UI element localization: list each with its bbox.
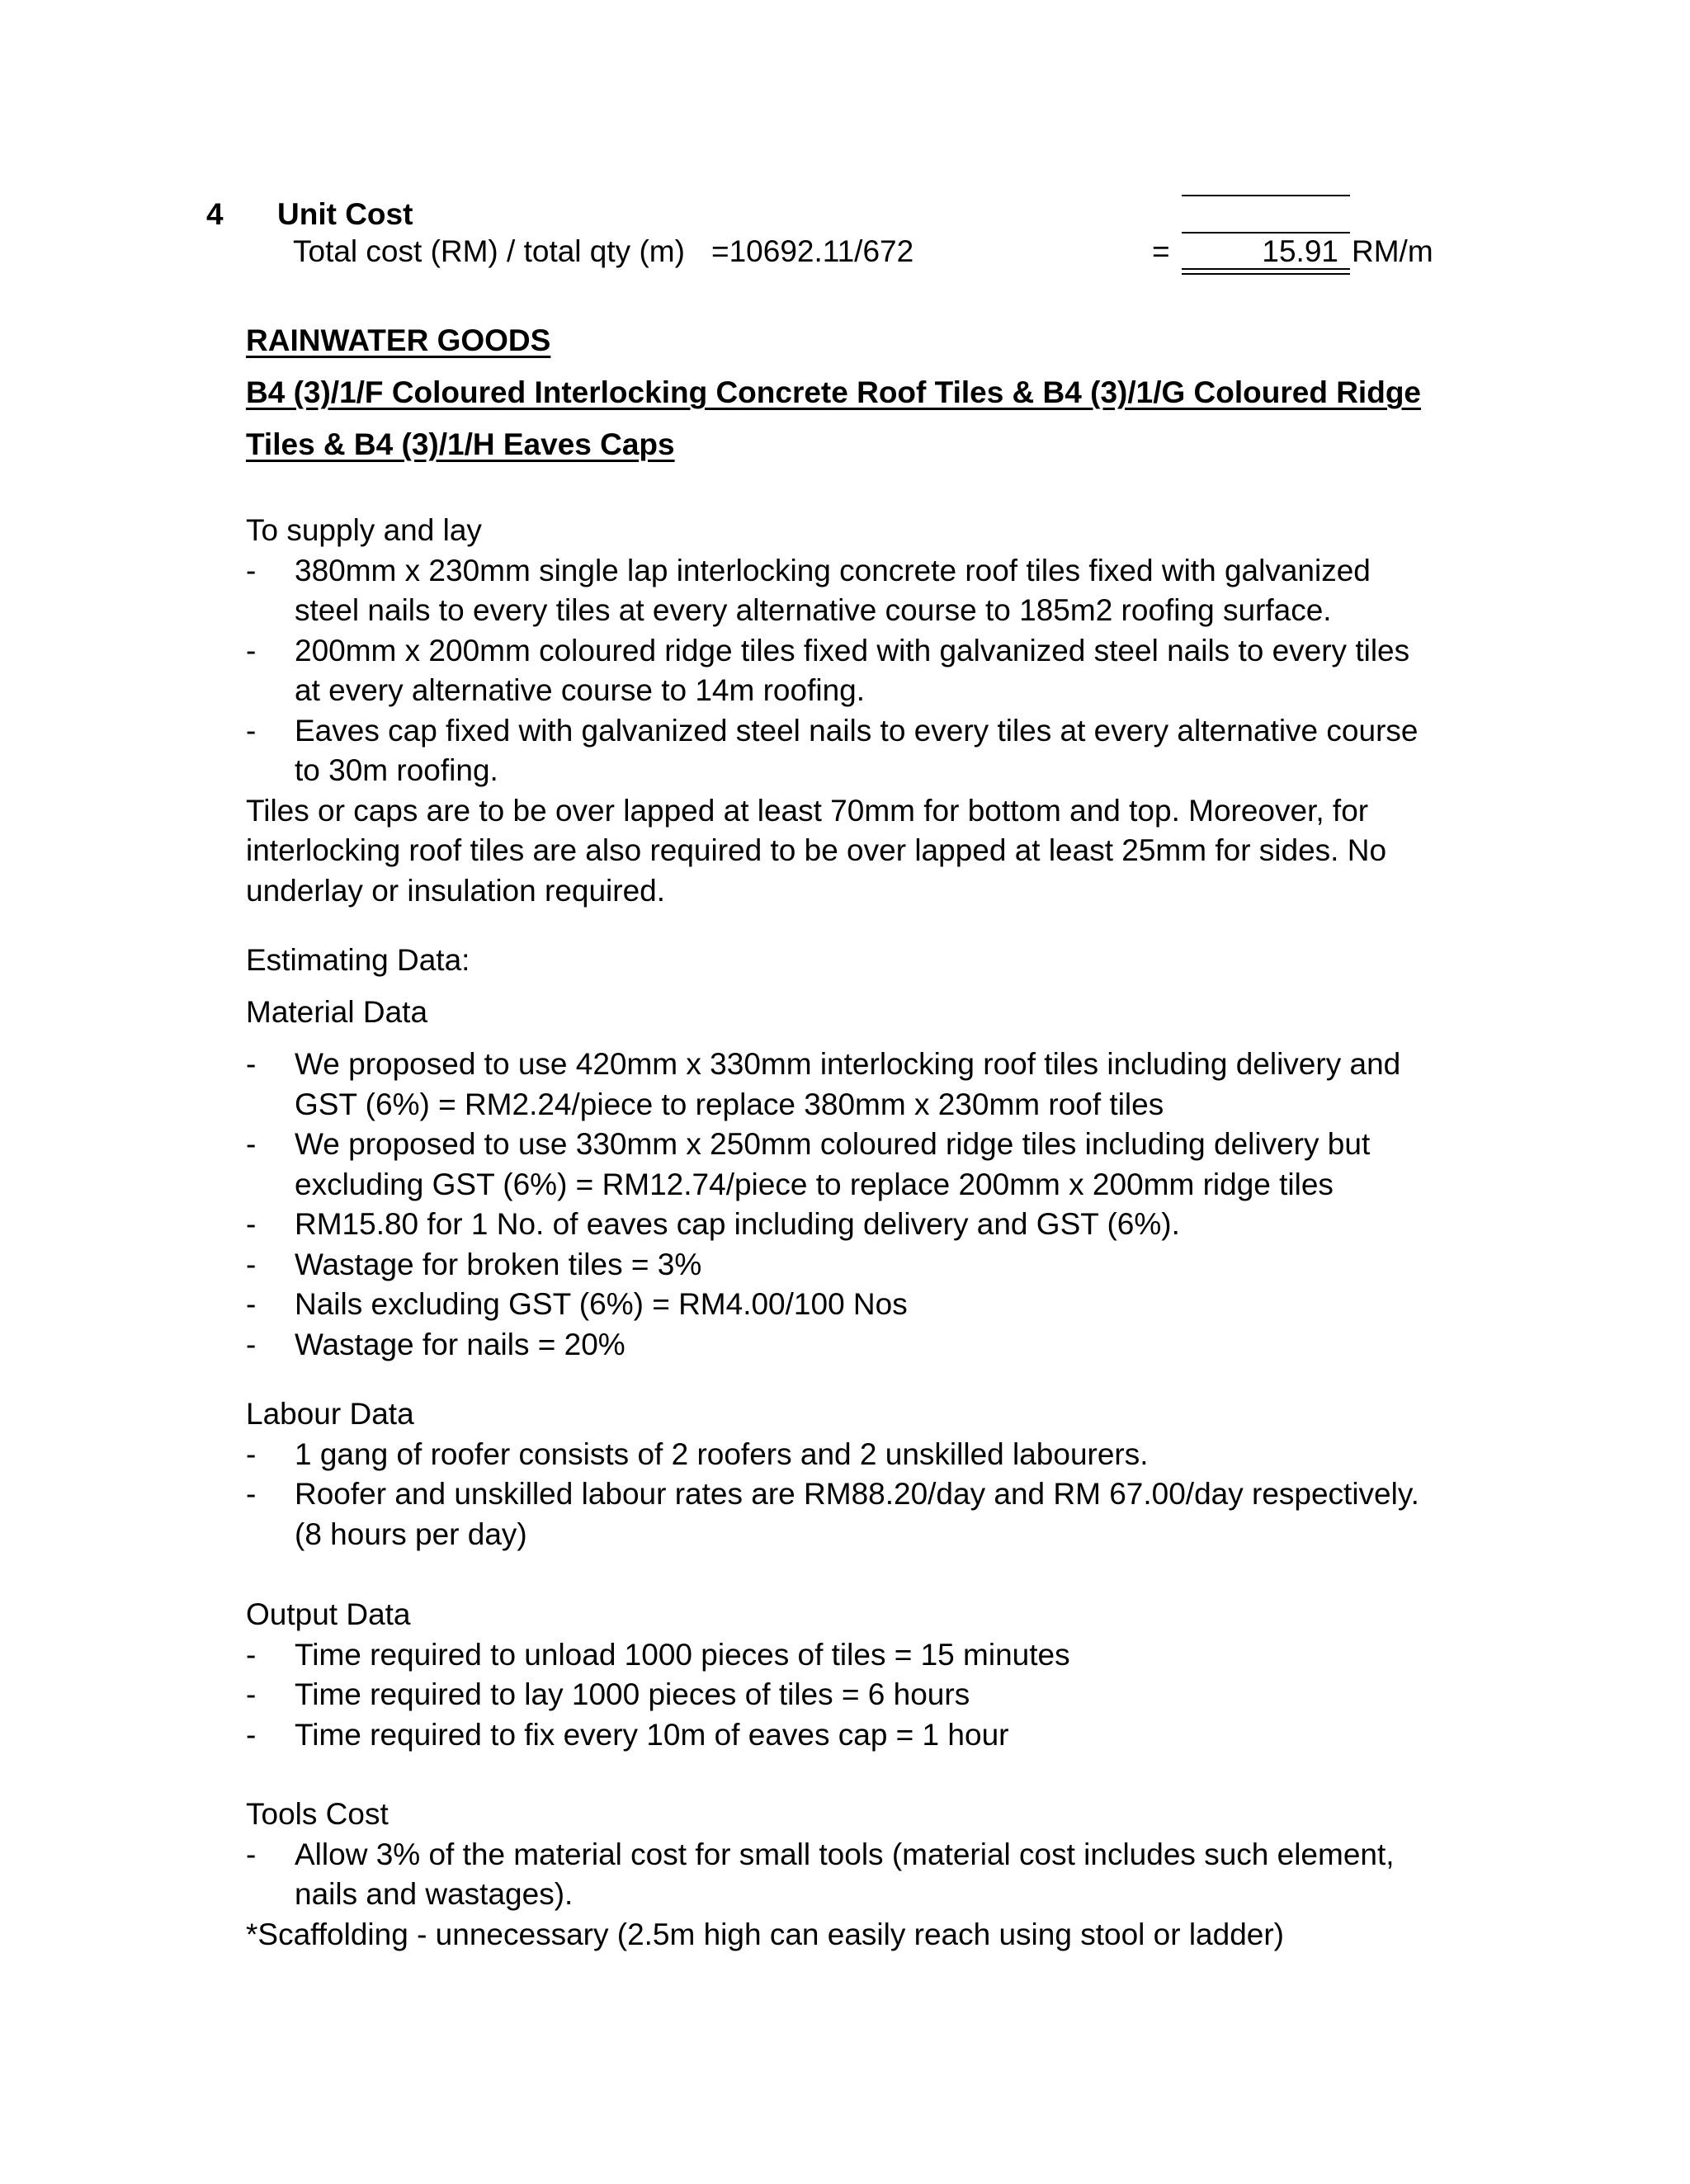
result-double-underline [1182,268,1350,275]
list-item: - Wastage for broken tiles = 3% [246,1245,1434,1285]
equals-sign: = [1152,234,1170,268]
estimating-heading: Estimating Data: [246,943,470,977]
list-item: - Wastage for nails = 20% [246,1325,1434,1366]
list-item: - 1 gang of roofer consists of 2 roofers and 2 unskilled labourers. [246,1435,1434,1475]
bullet-dash: - [246,1637,257,1672]
list-item: - RM15.80 for 1 No. of eaves cap including delivery and GST (6%). [246,1205,1434,1245]
output-list [246,1635,1434,1756]
bullet-dash: - [246,1327,257,1361]
bullet-dash: - [246,1677,257,1711]
bullet-dash: - [246,1127,257,1161]
list-item: - 200mm x 200mm coloured ridge tiles fixed with galvanized steel nails to every tiles at every alternative course to 14m roofing. [246,631,1434,711]
bullet-dash: - [246,1717,257,1752]
item-subtitle-line-2: Tiles & B4 (3)/1/H Eaves Caps [246,427,675,461]
labour-heading: Labour Data [246,1397,414,1431]
tools-heading: Tools Cost [246,1797,389,1831]
bullet-dash: - [246,1247,257,1281]
scaffolding-note: *Scaffolding - unnecessary (2.5m high can easily reach using stool or ladder) [246,1917,1284,1951]
labour-list [246,1435,1434,1555]
bullet-dash: - [246,1837,257,1871]
bullet-dash: - [246,1207,257,1241]
list-item: - We proposed to use 330mm x 250mm coloured ridge tiles including delivery but excluding GST (6%) = RM12.74/piece to replace 200mm x 200mm ridge tiles [246,1125,1434,1205]
list-item: - We proposed to use 420mm x 330mm interlocking roof tiles including delivery and GST (6%) = RM2.24/piece to replace 380mm x 230mm roof tiles [246,1045,1434,1125]
description-list [246,551,1434,791]
result-value: 15.91 [1262,234,1338,268]
list-item: - Time required to fix every 10m of eaves cap = 1 hour [246,1715,1434,1756]
material-block [246,1045,1434,1365]
tools-block [246,1795,1434,1955]
top-rule [1182,195,1350,196]
bullet-dash: - [246,1287,257,1321]
bullet-dash: - [246,1477,257,1511]
bullet-dash: - [246,713,257,748]
labour-block [246,1394,1434,1554]
output-block [246,1595,1434,1755]
material-heading: Material Data [246,995,428,1029]
material-list [246,1045,1434,1365]
description-intro: To supply and lay [246,513,482,547]
unit-cost-heading: Unit Cost [277,197,413,231]
tools-list [246,1835,1434,1915]
formula-label: Total cost (RM) / total qty (m) [293,234,685,268]
list-item: - Allow 3% of the material cost for small tools (material cost includes such element, nails and wastages). [246,1835,1434,1915]
list-item: - Time required to lay 1000 pieces of tiles = 6 hours [246,1675,1434,1715]
list-item: - Roofer and unskilled labour rates are RM88.20/day and RM 67.00/day respectively. (8 hours per day) [246,1474,1434,1554]
bullet-dash: - [246,1436,257,1471]
description-note: Tiles or caps are to be over lapped at least 70mm for bottom and top. Moreover, for interlocking roof tiles are also required to be over lapped at least 25mm for sides. No underlay or insulation required. [246,793,1387,908]
output-heading: Output Data [246,1597,411,1631]
bullet-dash: - [246,1047,257,1081]
list-item: - Eaves cap fixed with galvanized steel nails to every tiles at every alternative course to 30m roofing. [246,711,1434,791]
list-item: - 380mm x 230mm single lap interlocking concrete roof tiles fixed with galvanized steel nails to every tiles at every alternative course to 185m2 roofing surface. [246,551,1434,631]
list-item: - Time required to unload 1000 pieces of tiles = 15 minutes [246,1635,1434,1676]
section-title: RAINWATER GOODS [246,323,551,357]
bullet-dash: - [246,553,257,587]
list-item: - Nails excluding GST (6%) = RM4.00/100 Nos [246,1285,1434,1325]
result-unit: RM/m [1352,234,1433,268]
item-subtitle-line-1: B4 (3)/1/F Coloured Interlocking Concrete Roof Tiles & B4 (3)/1/G Coloured Ridge [246,375,1421,409]
formula-value: =10692.11/672 [711,234,914,268]
bullet-dash: - [246,633,257,667]
description-block [246,511,1434,911]
section-number: 4 [206,197,224,231]
